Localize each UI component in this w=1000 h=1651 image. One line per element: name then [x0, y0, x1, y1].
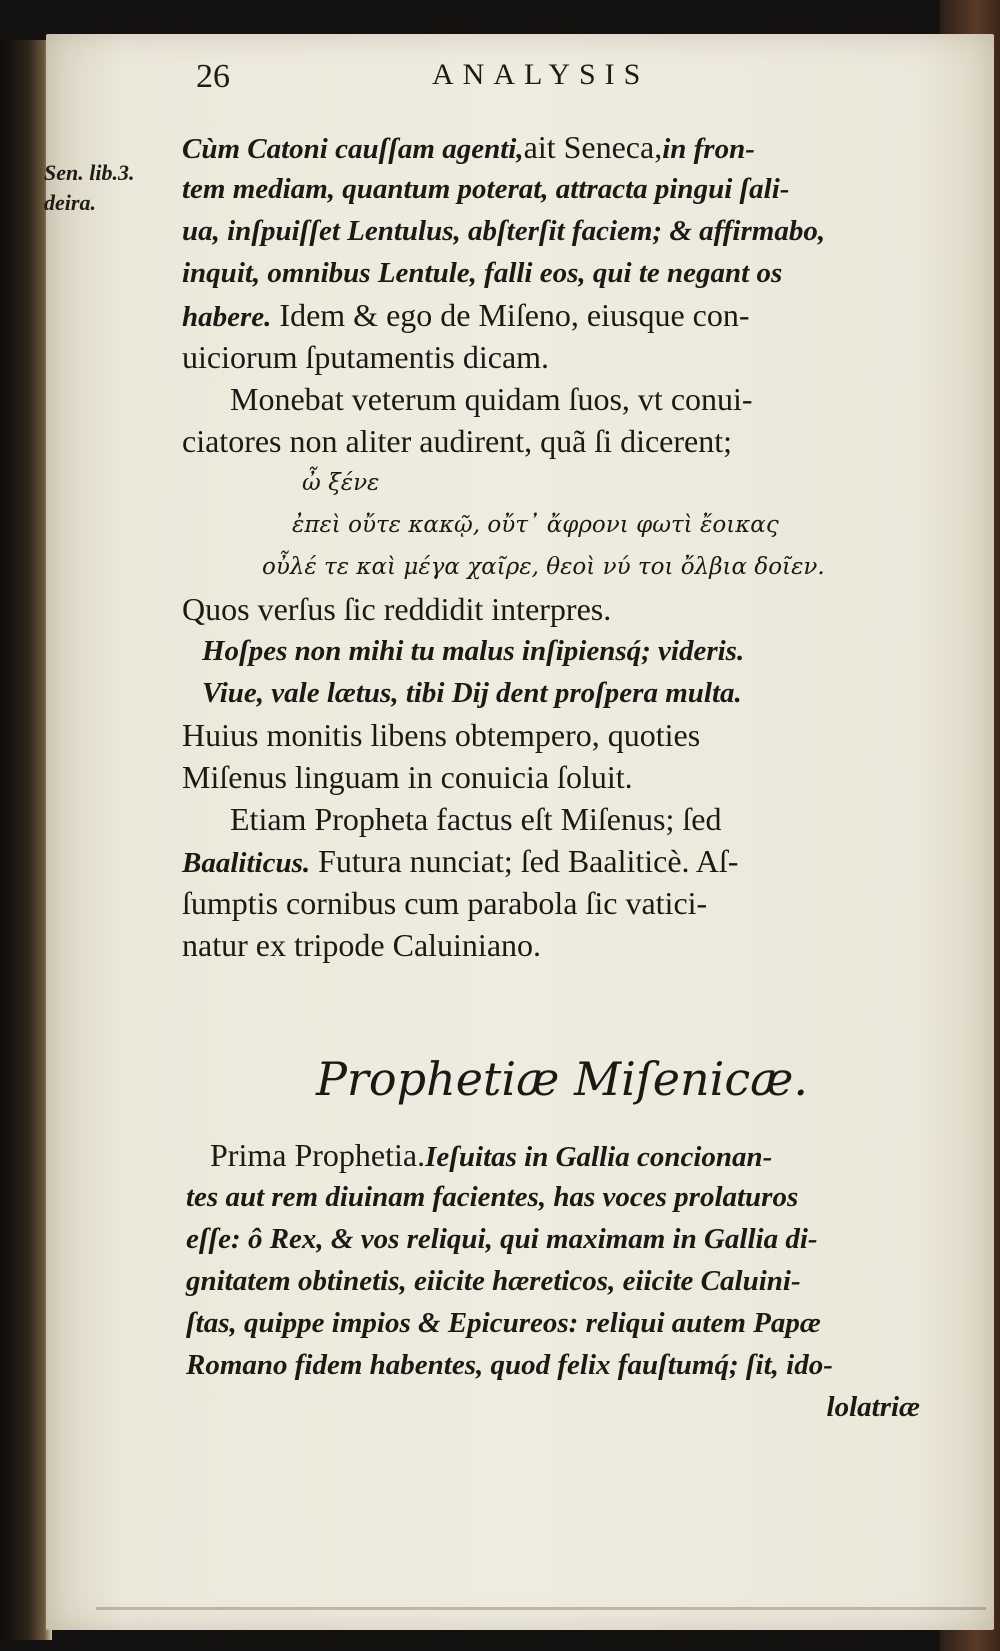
- greek-quote-line: οὖλέ τε καὶ μέγα χαῖρε, θεοὶ νύ τοι ὄλβια δοῖεν.: [262, 554, 825, 580]
- text-line: Monebat veterum quidam ſuos, vt conui-: [230, 381, 753, 417]
- marginal-note: [44, 158, 174, 218]
- text-line: uiciorum ſputamentis dicam.: [182, 339, 550, 375]
- text-line: Prima Prophetia.Ieſuitas in Gallia concionan-: [210, 1137, 773, 1173]
- text-line: Baaliticus. Futura nunciat; ſed Baaliticè. Aſ-: [182, 843, 739, 879]
- text-line: Miſenus linguam in conuicia ſoluit.: [182, 759, 633, 795]
- text-line: Quos verſus ſic reddidit interpres.: [182, 591, 612, 627]
- text-line: habere. Idem & ego de Miſeno, eiusque con-: [182, 297, 750, 333]
- text-line: ſtas, quippe impios & Epicureos: reliqui autem Papæ: [186, 1307, 821, 1339]
- running-head: ANALYSIS: [432, 58, 650, 91]
- section-heading: Prophetiæ Miſenicæ.: [315, 1052, 808, 1106]
- text-line: Romano fidem habentes, quod felix fauſtumq́; ſit, ido-: [186, 1349, 833, 1381]
- catchword: lolatriæ: [826, 1391, 920, 1423]
- verse-line: Hoſpes non mihi tu malus inſipiensq́; videris.: [202, 635, 745, 667]
- text-line: ciatores non aliter audirent, quã ſi dicerent;: [182, 423, 732, 459]
- text-line: tes aut rem diuinam facientes, has voces prolaturos: [186, 1181, 799, 1213]
- marginal-note-line: Sen. lib.3.: [44, 160, 135, 185]
- page-header: [196, 58, 896, 108]
- prophecy-passage: [186, 1134, 940, 1428]
- text-line: Huius monitis libens obtempero, quoties: [182, 717, 701, 753]
- page-number: 26: [196, 58, 230, 95]
- book-cover-edge: [0, 40, 52, 1640]
- marginal-note-line: deira.: [44, 190, 96, 215]
- text-line: eſſe: ô Rex, & vos reliqui, qui maximam in Gallia di-: [186, 1223, 818, 1255]
- text-line: inquit, omnibus Lentule, falli eos, qui te negant os: [182, 257, 783, 289]
- greek-quote-line: ἐπεὶ οὔτε κακῷ, οὔτ᾽ ἄφρονι φωτὶ ἔοικας: [292, 512, 779, 538]
- main-passage: [182, 126, 942, 966]
- text-line: gnitatem obtinetis, eiicite hæreticos, eiicite Caluini-: [186, 1265, 801, 1297]
- verse-line: Viue, vale lætus, tibi Dij dent proſpera multa.: [202, 677, 742, 709]
- greek-quote-line: ὦ ξένε: [302, 470, 380, 496]
- page-edge-shadow: [96, 1607, 986, 1610]
- text-line: tem mediam, quantum poterat, attracta pingui ſali-: [182, 173, 790, 205]
- text-line: Cùm Catoni cauſſam agenti,ait Seneca,in fron-: [182, 129, 755, 165]
- text-line: ua, inſpuiſſet Lentulus, abſterſit faciem; & affirmabo,: [182, 215, 826, 247]
- text-line: ſumptis cornibus cum parabola ſic vatici-: [182, 885, 708, 921]
- text-line: Etiam Propheta factus eſt Miſenus; ſed: [230, 801, 722, 837]
- text-line: natur ex tripode Caluiniano.: [182, 927, 542, 963]
